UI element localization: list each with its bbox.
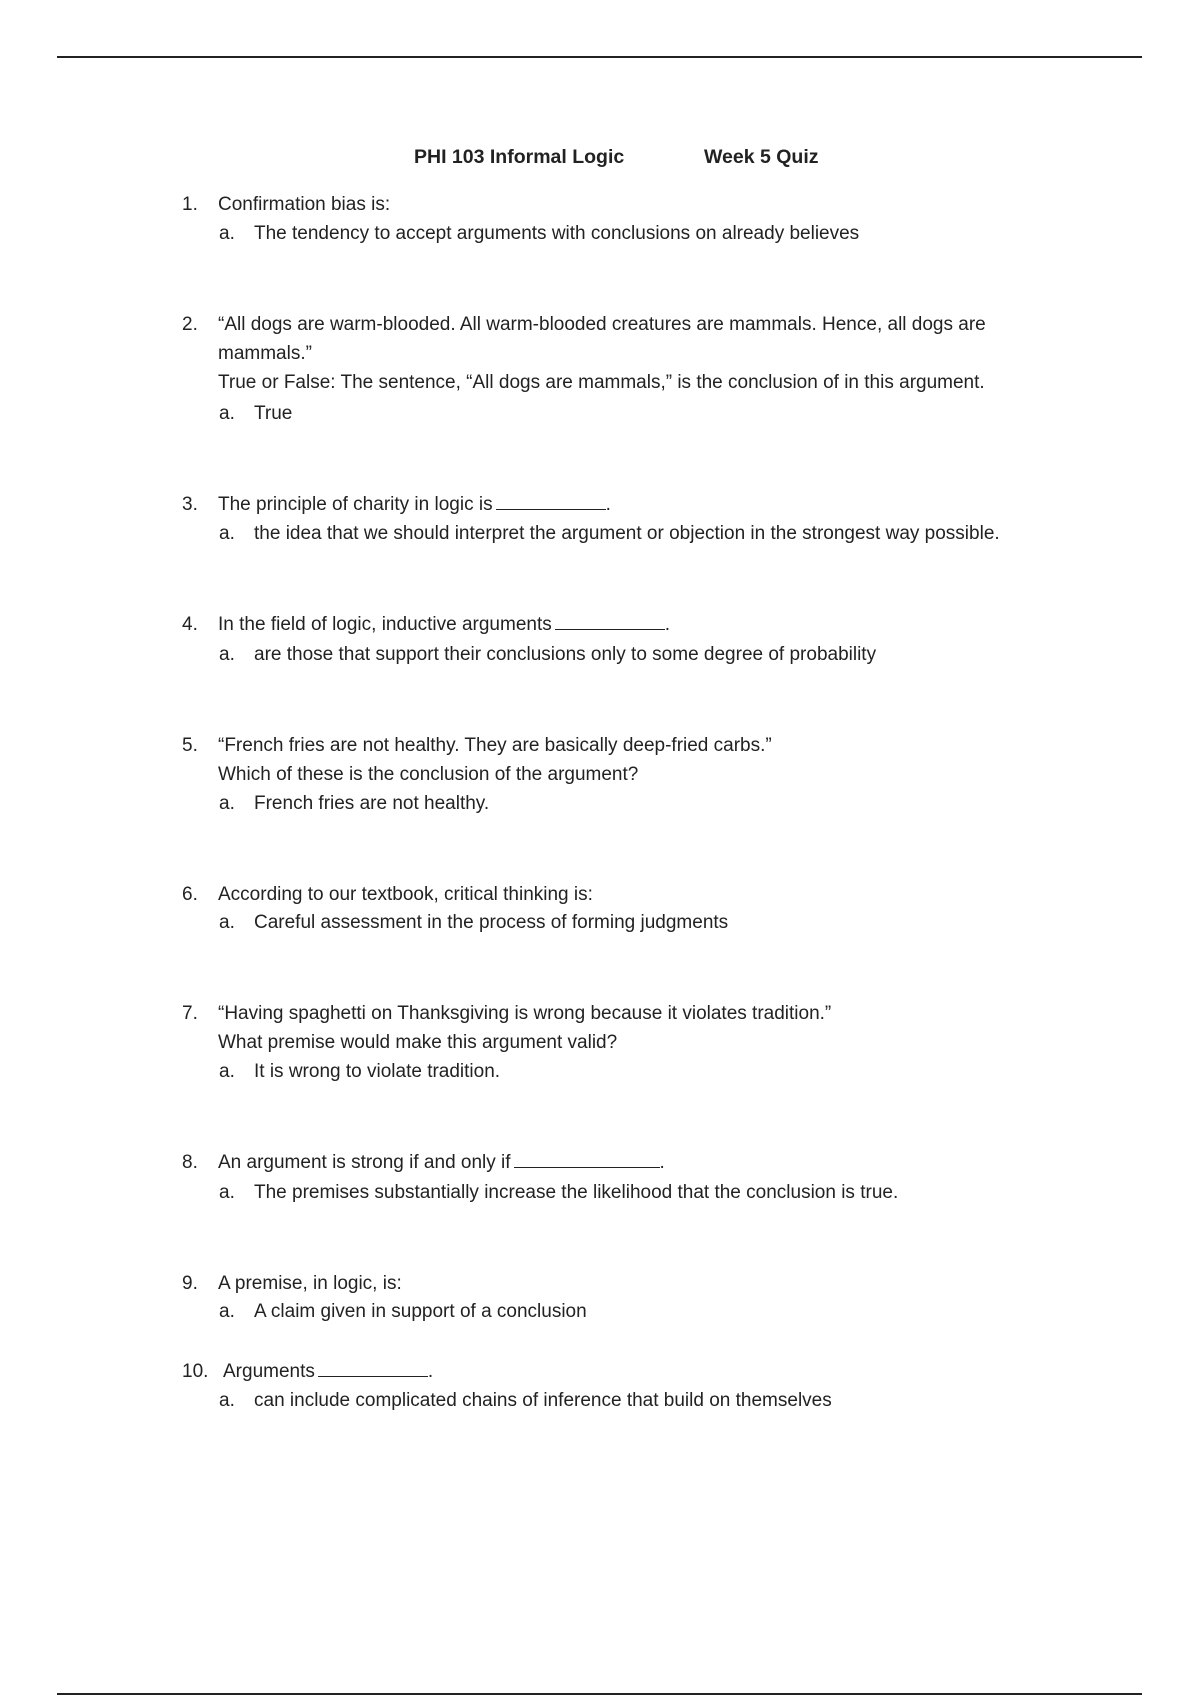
answer-text: The tendency to accept arguments with conclusions on already believes	[254, 223, 860, 244]
answer-text: The premises substantially increase the likelihood that the conclusion is true.	[254, 1182, 899, 1203]
question-line: Which of these is the conclusion of the argument?	[218, 764, 639, 785]
answer-letter: a.	[219, 1061, 235, 1082]
question-number: 10.	[182, 1361, 209, 1382]
question-text: In the field of logic, inductive arguments .	[218, 614, 671, 635]
question-line: “Having spaghetti on Thanksgiving is wrong because it violates tradition.”	[218, 1003, 832, 1024]
question-text	[218, 1269, 1078, 1298]
question-text: Arguments .	[223, 1361, 434, 1382]
question-number: 5.	[182, 735, 198, 756]
question-text	[218, 310, 1078, 397]
question-line: Confirmation bias is:	[218, 194, 391, 215]
question-text	[218, 190, 1078, 219]
answer-text: can include complicated chains of inference that build on themselves	[254, 1390, 832, 1411]
question-number: 9.	[182, 1273, 198, 1294]
top-rule	[57, 56, 1142, 58]
question-line: An argument is strong if and only if	[218, 1152, 511, 1173]
answer-letter: a.	[219, 403, 235, 424]
answer-letter: a.	[219, 644, 235, 665]
course-title: PHI 103 Informal Logic	[414, 146, 625, 168]
answer-letter: a.	[219, 223, 235, 244]
answer-text: French fries are not healthy.	[254, 793, 490, 814]
answer-text: Careful assessment in the process of forming judgments	[254, 912, 729, 933]
answer-text: True	[254, 403, 293, 424]
answer-text: are those that support their conclusions only to some degree of probability	[254, 644, 877, 665]
question-number: 3.	[182, 494, 198, 515]
question-text: The principle of charity in logic is .	[218, 494, 611, 515]
question-line: What premise would make this argument valid?	[218, 1032, 618, 1053]
question-number: 2.	[182, 314, 198, 335]
answer-blank	[514, 1150, 660, 1168]
question-line: According to our textbook, critical thinking is:	[218, 884, 593, 905]
bottom-rule	[57, 1693, 1142, 1695]
question-line: “All dogs are warm-blooded. All warm-blooded creatures are mammals. Hence, all dogs are	[218, 314, 986, 335]
question-line: “French fries are not healthy. They are basically deep-fried carbs.”	[218, 735, 772, 756]
question-text: An argument is strong if and only if .	[218, 1152, 665, 1173]
quiz-header	[0, 146, 1200, 170]
answer-letter: a.	[219, 523, 235, 544]
answer-blank	[318, 1359, 428, 1377]
question-text	[218, 999, 1078, 1057]
answer-text: It is wrong to violate tradition.	[254, 1061, 501, 1082]
question-text	[218, 731, 1078, 789]
question-line: In the field of logic, inductive arguments	[218, 614, 552, 635]
answer-blank	[555, 612, 665, 630]
question-number: 1.	[182, 194, 198, 215]
question-number: 8.	[182, 1152, 198, 1173]
answer-letter: a.	[219, 1301, 235, 1322]
question-line: The principle of charity in logic is	[218, 494, 493, 515]
quiz-title: Week 5 Quiz	[704, 146, 819, 168]
question-line: True or False: The sentence, “All dogs are mammals,” is the conclusion of in this argument.	[218, 372, 985, 393]
question-line: Arguments	[223, 1361, 315, 1382]
question-number: 6.	[182, 884, 198, 905]
question-line: A premise, in logic, is:	[218, 1273, 402, 1294]
answer-blank	[496, 492, 606, 510]
answer-letter: a.	[219, 912, 235, 933]
answer-letter: a.	[219, 1182, 235, 1203]
answer-text: A claim given in support of a conclusion	[254, 1301, 587, 1322]
question-number: 4.	[182, 614, 198, 635]
question-line: mammals.”	[218, 343, 312, 364]
question-number: 7.	[182, 1003, 198, 1024]
answer-letter: a.	[219, 793, 235, 814]
question-text	[218, 880, 1078, 909]
answer-letter: a.	[219, 1390, 235, 1411]
answer-text: the idea that we should interpret the argument or objection in the strongest way possible.	[254, 523, 1000, 544]
